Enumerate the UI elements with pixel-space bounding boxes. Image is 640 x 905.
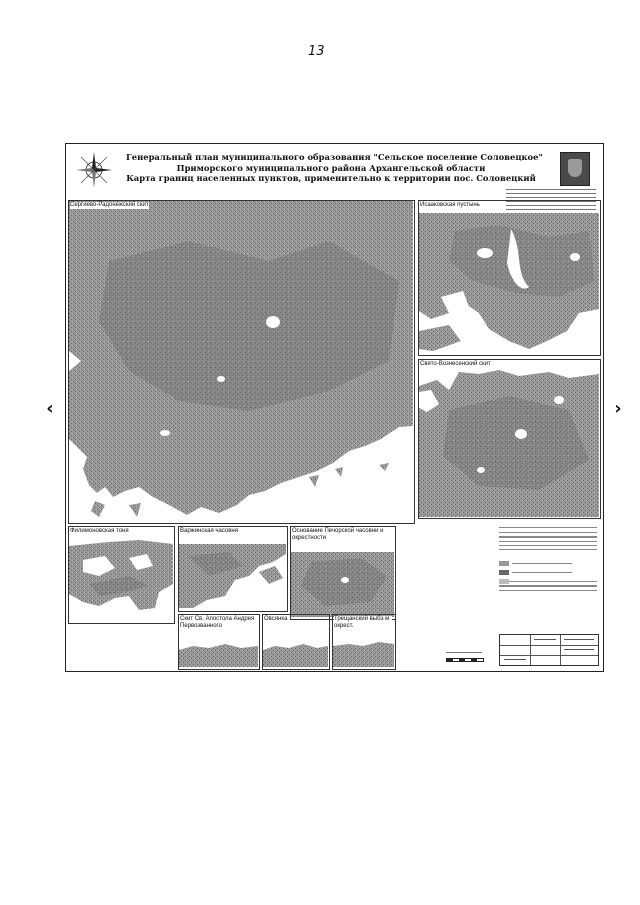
legend-row xyxy=(499,553,597,560)
ovsyanka-map xyxy=(263,624,328,667)
legend-row xyxy=(499,571,597,578)
compass-rose-icon xyxy=(74,150,114,190)
scale-bar-icon xyxy=(446,652,486,664)
coat-of-arms-icon xyxy=(560,152,590,186)
tryaskiy-map xyxy=(333,634,394,667)
svyato-voznesensky-map xyxy=(419,360,599,517)
legend-row xyxy=(499,562,597,569)
panel-label-isakovskaya: Исааковская пустынь xyxy=(420,202,480,208)
map-title-line-2: Приморского муниципального района Архангельской области xyxy=(176,162,486,173)
skit-andreya-map xyxy=(179,634,258,667)
panel-label-svyato-voznesensky: Свято-Вознесенский скит xyxy=(420,361,491,367)
panel-label-tryaskiy: Трещанский выбэ м окрест. xyxy=(334,616,392,630)
next-page-arrow[interactable]: › xyxy=(614,398,622,419)
panel-label-pecherskaya: Основание Печорской часовни и окрестности xyxy=(292,528,388,542)
panel-label-main: Сергиево-Радонежский скит xyxy=(70,202,149,208)
isakovskaya-map xyxy=(419,201,599,354)
map-sheet xyxy=(65,143,604,672)
panel-label-skit-andreya: Скит Св. Апостола Андрея Первозванного xyxy=(180,616,255,629)
varzhinskaya-map xyxy=(179,536,286,609)
map-title-line-3: Карта границ населенных пунктов, применительно к территории пос. Соловецкий xyxy=(126,173,536,183)
map-title xyxy=(126,152,543,184)
filimonovskaya-map xyxy=(69,536,173,621)
pecherskaya-map xyxy=(291,546,394,617)
main-island-map xyxy=(69,201,413,521)
panel-label-filimonovskaya: Филимоновская тоня xyxy=(70,528,129,534)
legend-heading-lines xyxy=(499,527,597,528)
panel-label-varzhinskaya: Варжинская часовня xyxy=(180,528,238,534)
prev-page-arrow[interactable]: ‹ xyxy=(46,398,54,419)
panel-label-ovsyanka: Овсянка xyxy=(264,616,288,622)
page-number: 13 xyxy=(308,44,325,59)
map-title-line-1: Генеральный план муниципального образования "Сельское поселение Соловецкое" xyxy=(126,152,543,162)
title-block-stamp xyxy=(499,634,599,666)
map-legend xyxy=(499,524,597,594)
